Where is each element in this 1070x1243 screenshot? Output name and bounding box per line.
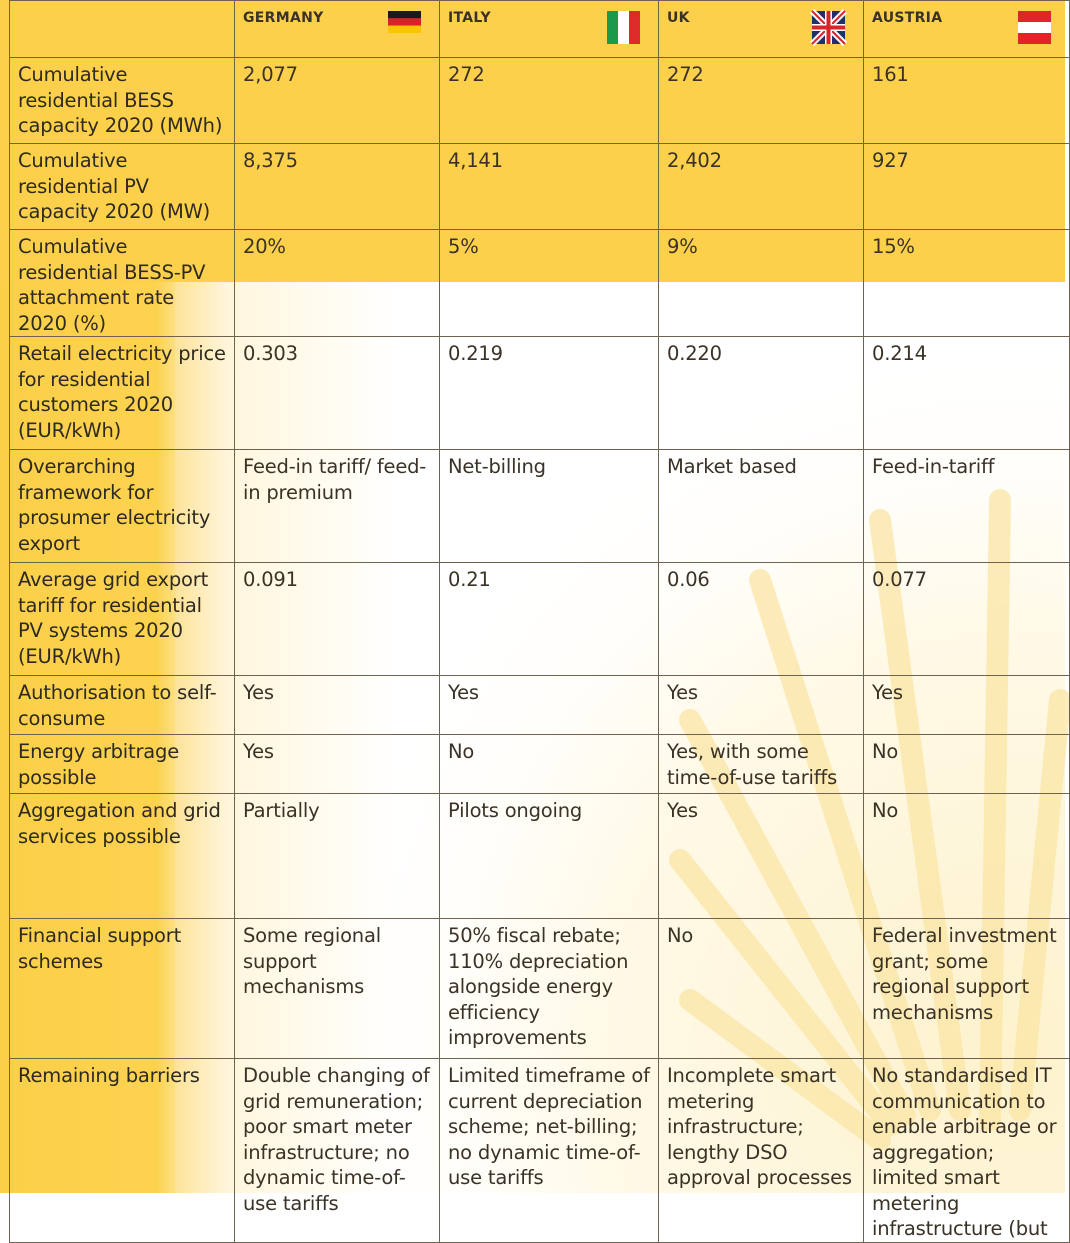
row-label: Cumulative residential BESS capacity 2020 (MWh)	[10, 58, 235, 144]
uk-flag-icon	[812, 11, 845, 44]
row-label: Financial support schemes	[10, 919, 235, 1059]
table-cell: 0.077	[864, 563, 1070, 676]
table-cell: Feed-in-tariff	[864, 450, 1070, 563]
table-cell: 9%	[659, 230, 864, 337]
table-cell: 0.21	[440, 563, 659, 676]
table-cell: 0.214	[864, 337, 1070, 450]
table-cell: No	[440, 735, 659, 794]
table-cell: Yes, with some time-of-use tariffs	[659, 735, 864, 794]
table-cell: 272	[659, 58, 864, 144]
table-cell: Yes	[235, 735, 440, 794]
header-row	[10, 1, 1070, 58]
table-row	[10, 919, 1070, 1059]
country-name: AUSTRIA	[872, 10, 943, 26]
row-label: Retail electricity price for residential customers 2020 (EUR/kWh)	[10, 337, 235, 450]
table-cell: 272	[440, 58, 659, 144]
table-cell: No	[864, 735, 1070, 794]
row-label: Authorisation to self-consume	[10, 676, 235, 735]
table-cell: Pilots ongoing	[440, 794, 659, 919]
table-cell: Yes	[864, 676, 1070, 735]
table-cell: Partially	[235, 794, 440, 919]
table-cell: Yes	[235, 676, 440, 735]
table-row	[10, 58, 1070, 144]
country-header	[235, 1, 440, 58]
row-label: Cumulative residential PV capacity 2020 (MW)	[10, 144, 235, 230]
table-cell: 161	[864, 58, 1070, 144]
table-row	[10, 794, 1070, 919]
table-cell: 8,375	[235, 144, 440, 230]
country-name: UK	[667, 10, 690, 26]
germany-flag-icon	[388, 11, 421, 33]
table-row	[10, 144, 1070, 230]
row-label: Cumulative residential BESS-PV attachment rate 2020 (%)	[10, 230, 235, 337]
table-cell: Feed-in tariff/ feed-in premium	[235, 450, 440, 563]
row-label: Aggregation and grid services possible	[10, 794, 235, 919]
table-cell: 927	[864, 144, 1070, 230]
table-cell: 0.06	[659, 563, 864, 676]
row-label: Average grid export tariff for residential PV systems 2020 (EUR/kWh)	[10, 563, 235, 676]
table-cell: Market based	[659, 450, 864, 563]
country-header	[659, 1, 864, 58]
table-cell: Net-billing	[440, 450, 659, 563]
italy-flag-icon	[607, 11, 640, 44]
table-cell: Some regional support mechanisms	[235, 919, 440, 1059]
austria-flag-icon	[1018, 11, 1051, 44]
table-cell: Federal investment grant; some regional support mechanisms	[864, 919, 1070, 1059]
row-label: Energy arbitrage possible	[10, 735, 235, 794]
table-cell: No	[659, 919, 864, 1059]
table-cell: 20%	[235, 230, 440, 337]
table-row	[10, 450, 1070, 563]
table-cell: No	[864, 794, 1070, 919]
table-cell: Limited timeframe of current depreciation scheme; net-billing; no dynamic time-of-use tariffs	[440, 1059, 659, 1243]
table-row	[10, 230, 1070, 337]
table-cell: 0.303	[235, 337, 440, 450]
table-cell: 50% fiscal rebate; 110% depreciation alongside energy efficiency improvements	[440, 919, 659, 1059]
table-cell: Yes	[440, 676, 659, 735]
country-header	[440, 1, 659, 58]
table-row	[10, 676, 1070, 735]
table-cell: 15%	[864, 230, 1070, 337]
table-cell: 5%	[440, 230, 659, 337]
row-label: Overarching framework for prosumer electricity export	[10, 450, 235, 563]
country-header	[864, 1, 1070, 58]
table-cell: Yes	[659, 676, 864, 735]
table-cell: Incomplete smart metering infrastructure; lengthy DSO approval processes	[659, 1059, 864, 1243]
table-cell: 4,141	[440, 144, 659, 230]
row-label: Remaining barriers	[10, 1059, 235, 1243]
table-cell: 0.219	[440, 337, 659, 450]
table-cell: 0.091	[235, 563, 440, 676]
table-row	[10, 337, 1070, 450]
table-row	[10, 1059, 1070, 1243]
table-cell: 2,077	[235, 58, 440, 144]
table-cell: Double changing of grid remuneration; poor smart meter infrastructure; no dynamic time-of-use tariffs	[235, 1059, 440, 1243]
table-row	[10, 735, 1070, 794]
table-row	[10, 563, 1070, 676]
country-name: GERMANY	[243, 10, 324, 26]
table-cell: 2,402	[659, 144, 864, 230]
comparison-table	[9, 0, 1070, 1243]
header-corner	[10, 1, 235, 58]
table-cell: Yes	[659, 794, 864, 919]
country-name: ITALY	[448, 10, 491, 26]
table-cell: 0.220	[659, 337, 864, 450]
table-cell: No standardised IT communication to enable arbitrage or aggregation; limited smart metering infrastructure (but	[864, 1059, 1070, 1243]
